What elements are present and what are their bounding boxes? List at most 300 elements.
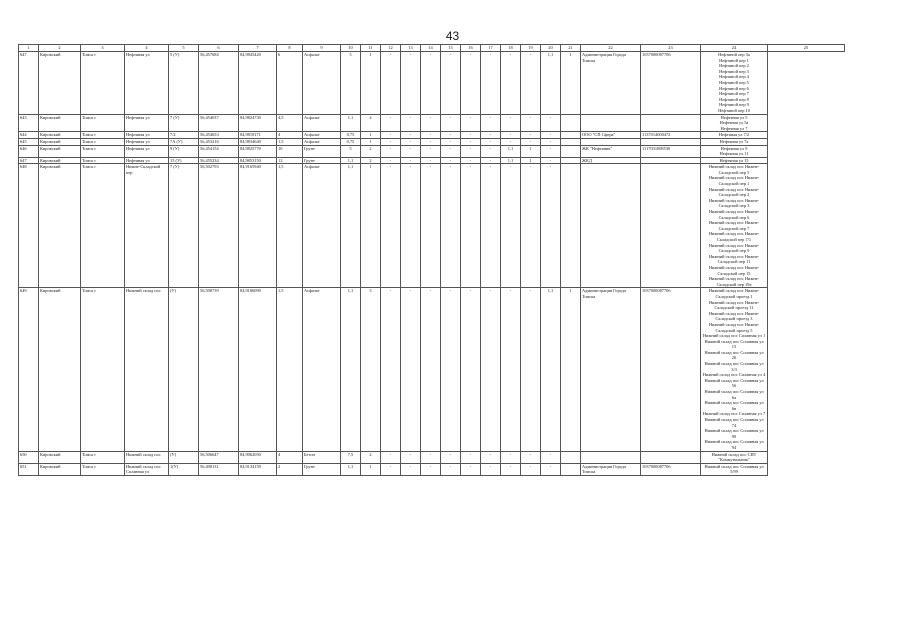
table-cell: Асфальт	[303, 164, 341, 288]
table-cell: Нефтяная ул	[125, 138, 169, 145]
address-entry: Нижний склад пос Сплавная ул 20	[704, 349, 764, 361]
table-cell: -	[461, 132, 481, 139]
address-entry: Нефтяная ул 7а	[719, 138, 749, 144]
table-cell: 4	[361, 114, 381, 132]
column-number: 10	[341, 45, 361, 52]
table-cell: 56,457684	[199, 52, 239, 115]
table-cell: 1(У)	[169, 463, 199, 475]
address-entry: Нижний склад пос Сплавная ул 4	[702, 372, 766, 378]
table-cell: 1037000087706	[641, 52, 701, 115]
table-cell: 84,9186090	[239, 288, 277, 451]
table-row	[19, 288, 845, 451]
table-cell: -	[441, 157, 461, 164]
column-number: 5	[169, 45, 199, 52]
table-cell: -	[541, 138, 561, 145]
table-cell: 1037000087706	[641, 463, 701, 475]
address-entry: Нефтяной пер 8	[719, 96, 749, 102]
table-cell: Кировский	[39, 288, 81, 451]
table-cell: 0,75	[341, 132, 361, 139]
address-entry: Нижний склад пос Сплавная ул 1	[702, 333, 766, 339]
table-cell: -	[481, 288, 501, 451]
table-cell: 4	[277, 132, 303, 139]
address-entry: Нижний склад пос Нижне-Складской пер 7	[708, 220, 760, 231]
address-entry: Нижний склад пос Нижне-Складской пер 9	[708, 242, 760, 254]
table-cell: 7 (У)	[169, 114, 199, 132]
table-cell: 647	[19, 52, 39, 115]
address-list-cell	[701, 132, 768, 139]
table-cell: -	[441, 145, 461, 157]
address-entry: Нефтяной пер 4	[719, 74, 749, 80]
address-list-cell	[701, 114, 768, 132]
table-cell: -	[401, 157, 421, 164]
table-cell: -	[421, 463, 441, 475]
table-cell: -	[461, 157, 481, 164]
column-number: 24	[701, 45, 768, 52]
table-cell: Бетон	[303, 451, 341, 463]
table-cell: -	[401, 463, 421, 475]
table-cell: (У)	[169, 288, 199, 451]
table-cell: 84,9062050	[239, 451, 277, 463]
table-row	[19, 463, 845, 475]
address-entry: Нижний склад пос СНТ "Коммунальник"	[711, 451, 757, 463]
table-cell: -	[401, 451, 421, 463]
table-cell: 1,1	[501, 145, 521, 157]
table-cell: -	[381, 138, 401, 145]
column-number: 19	[521, 45, 541, 52]
table-cell: 1,1	[341, 164, 361, 288]
table-cell: 1,5	[277, 138, 303, 145]
table-cell: -	[481, 52, 501, 115]
table-cell: 7,5	[341, 451, 361, 463]
table-cell	[581, 164, 641, 288]
address-list-cell	[701, 145, 768, 157]
table-cell: 2	[361, 451, 381, 463]
table-cell: -	[541, 145, 561, 157]
address-entry: Нижний склад пос Нижне-Складской пер 3	[708, 197, 760, 209]
table-cell: -	[421, 145, 441, 157]
table-cell	[561, 145, 581, 157]
address-entry: Нижний склад пос Нижне-Складской пер 15	[708, 264, 760, 276]
table-cell: 1,1	[541, 52, 561, 115]
table-cell	[581, 138, 641, 145]
column-number: 1	[19, 45, 39, 52]
table-cell: Асфальт	[303, 138, 341, 145]
table-cell: -	[381, 132, 401, 139]
table-cell: 7А (У)	[169, 138, 199, 145]
table-cell: Томск г	[81, 463, 125, 475]
address-entry: Нижний склад пос Нижне-Складской проезд 11	[708, 299, 760, 311]
address-entry: Нефтяной пер 10	[718, 107, 750, 113]
table-cell: Администрация Города Томска	[581, 52, 641, 115]
table-cell	[561, 138, 581, 145]
table-cell: ЖКД	[581, 157, 641, 164]
table-cell: -	[501, 132, 521, 139]
table-cell: -	[421, 288, 441, 451]
table-cell: 1,1	[341, 463, 361, 475]
table-cell	[641, 138, 701, 145]
table-cell: Асфальт	[303, 288, 341, 451]
table-cell: Томск г	[81, 288, 125, 451]
address-entry: Нижний склад пос Сплавная ул 7	[702, 411, 766, 417]
table-cell: Нефтяная ул	[125, 52, 169, 115]
table-cell: 1,1	[501, 157, 521, 164]
table-cell: Кировский	[39, 145, 81, 157]
table-cell: Кировский	[39, 463, 81, 475]
table-cell: -	[441, 463, 461, 475]
table-cell: -	[401, 288, 421, 451]
table-cell: -	[401, 164, 421, 288]
column-number: 18	[501, 45, 521, 52]
address-entry: Нефтяной пер 3	[719, 68, 749, 74]
table-cell: -	[381, 451, 401, 463]
column-number: 8	[277, 45, 303, 52]
table-cell	[561, 451, 581, 463]
address-list-cell	[701, 164, 768, 288]
table-cell: -	[541, 157, 561, 164]
table-cell: 1	[361, 52, 381, 115]
table-cell: 649	[19, 288, 39, 451]
table-cell: Томск г	[81, 132, 125, 139]
table-cell: -	[381, 288, 401, 451]
address-entry: Нижний склад пос Нижне-Складской проезд 3	[708, 310, 760, 322]
table-cell: Нижний склад пос	[125, 288, 169, 451]
table-row	[19, 132, 845, 139]
column-number: 2	[39, 45, 81, 52]
table-cell: -	[441, 288, 461, 451]
address-entry: Нижний склад пос Нижне-Складской пер 5	[708, 164, 760, 175]
table-cell: 4	[277, 451, 303, 463]
table-row	[19, 52, 845, 115]
table-cell	[641, 114, 701, 132]
address-entry: Нижний склад пос Сплавная ул 94	[704, 439, 764, 450]
address-entry: Нижний склад пос Сплавная ул 6а	[704, 389, 764, 400]
address-list-cell	[701, 157, 768, 164]
table-cell: -	[501, 164, 521, 288]
table-cell: -	[381, 463, 401, 475]
table-cell: 648	[19, 164, 39, 288]
address-entry: Нижний склад пос Нижне-Складской пер 2	[708, 186, 760, 198]
table-cell: -	[501, 138, 521, 145]
address-list-cell	[701, 52, 768, 115]
address-entry: Нефтяная ул 7	[720, 125, 748, 131]
table-cell: 1,5	[277, 288, 303, 451]
table-cell: 84,9134159	[239, 463, 277, 475]
register-table	[18, 44, 845, 476]
address-entry: Нижний склад пос Сплавная ул 74	[704, 417, 764, 428]
table-cell: -	[421, 114, 441, 132]
table-cell: 12	[277, 157, 303, 164]
table-cell	[561, 132, 581, 139]
table-cell: 645	[19, 138, 39, 145]
table-cell: -	[441, 138, 461, 145]
table-cell: -	[481, 157, 501, 164]
address-entry: Нижний склад пос Нижне-Складской пер 6	[708, 209, 760, 220]
table-cell: -	[441, 164, 461, 288]
table-cell: 2	[277, 463, 303, 475]
table-row	[19, 157, 845, 164]
column-number: 7	[239, 45, 277, 52]
table-cell: Асфальт	[303, 52, 341, 115]
table-cell: -	[401, 145, 421, 157]
table-cell: 1	[521, 157, 541, 164]
table-cell: 2	[361, 157, 381, 164]
address-entry: Нефтяной пер 9	[719, 102, 749, 108]
table-cell: Томск г	[81, 157, 125, 164]
table-cell: -	[401, 138, 421, 145]
table-cell: -	[421, 132, 441, 139]
table-cell: -	[501, 463, 521, 475]
address-entry: Нефтяной пер 2	[719, 63, 749, 69]
table-cell: Асфальт	[303, 114, 341, 132]
table-cell: 643	[19, 114, 39, 132]
address-entry: Нефтяной пер 7	[719, 91, 749, 97]
table-cell: -	[501, 451, 521, 463]
address-list-cell	[701, 463, 768, 475]
table-cell: 56,454653	[199, 132, 239, 139]
table-row	[19, 145, 845, 157]
table-cell: 1,1	[341, 157, 361, 164]
table-cell: 6	[277, 52, 303, 115]
table-cell: -	[421, 451, 441, 463]
table-cell: 84,9825770	[239, 145, 277, 157]
table-cell	[581, 114, 641, 132]
table-cell: -	[441, 114, 461, 132]
table-cell: -	[441, 132, 461, 139]
table-cell: Томск г	[81, 164, 125, 288]
column-number: 20	[541, 45, 561, 52]
table-cell: 10	[277, 145, 303, 157]
table-cell: -	[521, 451, 541, 463]
table-cell: -	[461, 451, 481, 463]
table-cell: 7 (У)	[169, 164, 199, 288]
table-cell: 1	[361, 132, 381, 139]
table-cell: Кировский	[39, 164, 81, 288]
table-cell: 56,506647	[199, 451, 239, 463]
table-cell: 56,502793	[199, 164, 239, 288]
table-cell: -	[381, 114, 401, 132]
address-entry: Нижний склад пос Сплавная ул 56	[704, 377, 764, 389]
table-cell: -	[461, 138, 481, 145]
table-cell: Кировский	[39, 451, 81, 463]
table-cell: 56,454037	[199, 114, 239, 132]
table-cell: -	[541, 132, 561, 139]
table-cell: 1,1	[341, 114, 361, 132]
table-cell: 56,453216	[199, 138, 239, 145]
column-number: 9	[303, 45, 341, 52]
address-entry: Нефтяной пер 3а	[718, 52, 750, 57]
column-number: 4	[125, 45, 169, 52]
table-cell	[561, 164, 581, 288]
column-number: 17	[481, 45, 501, 52]
address-entry: Нефтяная ул 7/2	[718, 132, 750, 138]
table-cell: -	[381, 52, 401, 115]
table-cell: -	[401, 114, 421, 132]
table-cell: -	[481, 132, 501, 139]
table-cell: -	[421, 164, 441, 288]
table-cell: -	[481, 451, 501, 463]
address-entry: Нефтяная ул 5а	[719, 120, 749, 126]
table-cell: Томск г	[81, 451, 125, 463]
table-cell: -	[541, 114, 561, 132]
table-cell: 1	[361, 164, 381, 288]
table-cell: 84,9818171	[239, 132, 277, 139]
table-cell: 84,9165940	[239, 164, 277, 288]
table-cell	[641, 157, 701, 164]
column-number: 6	[199, 45, 239, 52]
table-cell: Администрация Города Томска	[581, 463, 641, 475]
table-cell: -	[381, 157, 401, 164]
table-cell: -	[521, 463, 541, 475]
address-entry: Нижний склад пос Нижне-Складской проезд 5	[708, 321, 760, 333]
table-cell: Кировский	[39, 138, 81, 145]
table-cell: -	[421, 138, 441, 145]
table-cell: 4,5	[277, 114, 303, 132]
address-entry: Нижний склад пос Нижне-Складской пер 19а	[708, 276, 760, 287]
table-cell: 5 (У)	[169, 52, 199, 115]
table-cell: -	[541, 463, 561, 475]
table-cell: 56,454154	[199, 145, 239, 157]
table-row	[19, 138, 845, 145]
table-cell: -	[541, 451, 561, 463]
table-cell: 1,1	[341, 288, 361, 451]
table-cell: -	[481, 164, 501, 288]
table-row	[19, 114, 845, 132]
table-cell: 9 (У)	[169, 145, 199, 157]
address-entry: Нефтяная ул 5	[720, 114, 748, 120]
table-cell: Нижний склад пос	[125, 451, 169, 463]
table-cell: -	[461, 288, 481, 451]
table-cell: -	[461, 145, 481, 157]
table-cell: -	[381, 164, 401, 288]
table-cell: -	[381, 145, 401, 157]
table-cell: 84,9845420	[239, 52, 277, 115]
address-entry: Нижний склад пос Нижне-Складской проезд 1	[708, 288, 760, 299]
address-entry: Нефтяной пер 5	[719, 79, 749, 85]
address-entry: Нефтяная ул 11	[719, 151, 749, 157]
table-cell: Нижний склад пос Сплавная ул	[125, 463, 169, 475]
table-cell: Томск г	[81, 52, 125, 115]
address-entry: Нижний склад пос Сплавная ул 3/3	[704, 361, 764, 372]
table-cell: -	[501, 52, 521, 115]
table-row	[19, 164, 845, 288]
table-cell: -	[501, 288, 521, 451]
table-cell: 56,455234	[199, 157, 239, 164]
column-number: 14	[421, 45, 441, 52]
table-cell: -	[521, 52, 541, 115]
table-cell: -	[461, 114, 481, 132]
table-cell: -	[521, 138, 541, 145]
table-cell: 1	[561, 52, 581, 115]
table-cell: -	[481, 114, 501, 132]
table-cell: Грунт	[303, 145, 341, 157]
column-number: 23	[641, 45, 701, 52]
table-cell: -	[541, 164, 561, 288]
address-entry: Нефтяная ул 9	[720, 145, 748, 151]
table-cell	[561, 463, 581, 475]
address-entry: Нижний склад пос Сплавная ул 15	[704, 338, 764, 350]
column-number: 11	[361, 45, 381, 52]
table-cell: ООО "СП Сфера"	[581, 132, 641, 139]
table-cell	[561, 157, 581, 164]
table-cell	[641, 451, 701, 463]
table-cell: -	[501, 114, 521, 132]
table-cell: -	[481, 463, 501, 475]
column-number: 13	[401, 45, 421, 52]
table-cell: Нефтяная ул	[125, 145, 169, 157]
table-cell: Нефтяная ул	[125, 132, 169, 139]
table-cell: -	[481, 138, 501, 145]
table-cell: 1,5	[277, 164, 303, 288]
header-row	[19, 45, 845, 52]
table-cell: -	[521, 288, 541, 451]
table-cell: 0,75	[341, 138, 361, 145]
table-cell: 1137014000472	[641, 132, 701, 139]
table-cell: 56,508739	[199, 288, 239, 451]
table-cell: Нефтяная ул	[125, 114, 169, 132]
table-cell: 84,9824730	[239, 114, 277, 132]
address-entry: Нижний склад пос Нижне-Складской пер 11	[708, 253, 760, 265]
table-cell: 56,498131	[199, 463, 239, 475]
table-cell: -	[461, 52, 481, 115]
table-cell: -	[521, 132, 541, 139]
table-cell: 84,9834640	[239, 138, 277, 145]
address-entry: Нижний склад пос Сплавная ул 90	[704, 428, 764, 439]
table-cell: 651	[19, 463, 39, 475]
table-cell: Грунт	[303, 463, 341, 475]
table-cell: 1,1	[541, 288, 561, 451]
column-number: 22	[581, 45, 641, 52]
table-cell: -	[421, 52, 441, 115]
table-cell: Администрация Города Томска	[581, 288, 641, 451]
column-number: 25	[768, 45, 845, 52]
page-number: 43	[445, 29, 460, 43]
table-cell: 647	[19, 157, 39, 164]
table-row	[19, 451, 845, 463]
table-cell	[581, 451, 641, 463]
table-cell: 1117031008530	[641, 145, 701, 157]
table-cell	[641, 164, 701, 288]
table-cell: -	[521, 164, 541, 288]
table-cell: -	[521, 114, 541, 132]
table-cell: Томск г	[81, 138, 125, 145]
table-cell: 7/2	[169, 132, 199, 139]
table-cell: -	[421, 157, 441, 164]
table-cell: (У)	[169, 451, 199, 463]
table-cell	[561, 114, 581, 132]
table-cell: -	[461, 463, 481, 475]
table-cell: -	[481, 145, 501, 157]
table-cell: ЖК "Нефтяник"	[581, 145, 641, 157]
table-cell: -	[461, 164, 481, 288]
address-entry: Нижний склад пос Сплавная ул 5/99	[704, 463, 764, 475]
table-cell: 1	[561, 288, 581, 451]
address-entry: Нижний склад пос Сплавная ул 6в	[704, 400, 764, 411]
table-cell: 644	[19, 132, 39, 139]
table-cell: 1	[361, 138, 381, 145]
address-entry: Нефтяной пер 6	[719, 85, 749, 91]
table-cell: 1037000087706	[641, 288, 701, 451]
table-cell: 1	[521, 145, 541, 157]
address-list-cell	[701, 288, 768, 451]
table-cell: 650	[19, 451, 39, 463]
address-entry: Нижний склад пос Нижне-Складской пер 1	[708, 175, 760, 187]
table-cell: 5	[341, 145, 361, 157]
column-number: 16	[461, 45, 481, 52]
table-cell: Кировский	[39, 52, 81, 115]
table-cell: -	[401, 52, 421, 115]
table-cell: Кировский	[39, 114, 81, 132]
table-cell: 2	[361, 145, 381, 157]
